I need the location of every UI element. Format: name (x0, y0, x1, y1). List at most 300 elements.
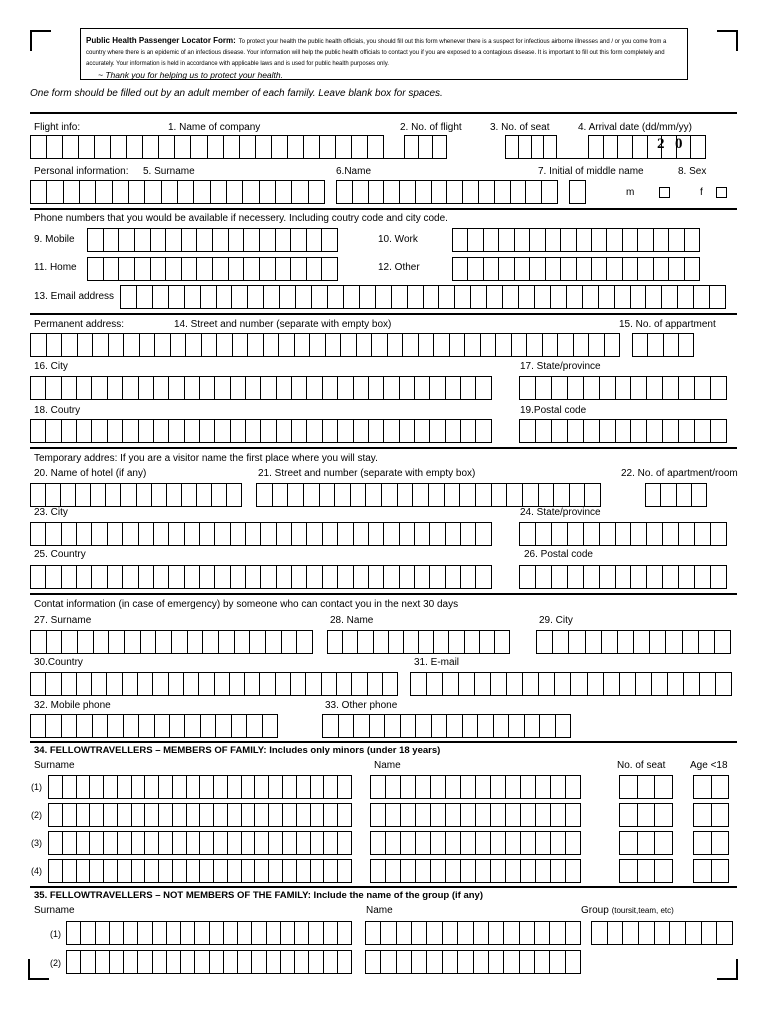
char-cell[interactable] (647, 523, 663, 545)
char-cell[interactable] (711, 523, 726, 545)
char-cell[interactable] (566, 832, 580, 854)
char-cell[interactable] (468, 229, 483, 251)
char-cell[interactable] (535, 951, 550, 973)
char-cell[interactable] (702, 922, 718, 944)
char-cell[interactable] (269, 860, 283, 882)
char-cell[interactable] (269, 776, 283, 798)
char-cell[interactable] (506, 136, 519, 158)
char-cell[interactable] (434, 631, 449, 653)
group-surname-field[interactable] (66, 921, 352, 945)
char-cell[interactable] (138, 922, 152, 944)
char-cell[interactable] (276, 181, 292, 203)
char-cell[interactable] (232, 286, 248, 308)
char-cell[interactable] (520, 951, 535, 973)
char-cell[interactable] (159, 136, 175, 158)
char-cell[interactable] (61, 484, 76, 506)
char-cell[interactable] (491, 776, 506, 798)
char-cell[interactable] (297, 804, 311, 826)
char-cell[interactable] (62, 631, 78, 653)
char-cell[interactable] (63, 832, 77, 854)
char-cell[interactable] (551, 776, 566, 798)
char-cell[interactable] (551, 860, 566, 882)
char-cell[interactable] (169, 377, 184, 399)
perm-street-field[interactable] (30, 333, 620, 357)
char-cell[interactable] (211, 181, 227, 203)
char-cell[interactable] (405, 136, 419, 158)
char-cell[interactable] (217, 286, 233, 308)
char-cell[interactable] (552, 523, 568, 545)
char-cell[interactable] (585, 484, 600, 506)
group-field[interactable] (591, 921, 733, 945)
char-cell[interactable] (200, 832, 214, 854)
char-cell[interactable] (694, 776, 712, 798)
char-cell[interactable] (577, 258, 592, 280)
char-cell[interactable] (118, 804, 132, 826)
char-cell[interactable] (215, 673, 230, 695)
char-cell[interactable] (584, 566, 600, 588)
char-cell[interactable] (446, 523, 461, 545)
char-cell[interactable] (49, 860, 63, 882)
char-cell[interactable] (520, 523, 536, 545)
hotel-field[interactable] (30, 483, 242, 507)
char-cell[interactable] (592, 229, 607, 251)
char-cell[interactable] (145, 804, 159, 826)
char-cell[interactable] (187, 860, 201, 882)
char-cell[interactable] (309, 951, 323, 973)
char-cell[interactable] (537, 631, 553, 653)
char-cell[interactable] (536, 832, 551, 854)
char-cell[interactable] (461, 776, 476, 798)
char-cell[interactable] (646, 484, 661, 506)
char-cell[interactable] (111, 136, 127, 158)
char-cell[interactable] (31, 715, 46, 737)
char-cell[interactable] (113, 181, 129, 203)
char-cell[interactable] (291, 258, 307, 280)
char-cell[interactable] (427, 673, 443, 695)
char-cell[interactable] (92, 566, 107, 588)
char-cell[interactable] (326, 334, 342, 356)
char-cell[interactable] (446, 377, 461, 399)
char-cell[interactable] (79, 136, 95, 158)
char-cell[interactable] (413, 484, 429, 506)
char-cell[interactable] (261, 420, 276, 442)
char-cell[interactable] (461, 832, 476, 854)
middle-initial-field[interactable] (569, 180, 586, 204)
char-cell[interactable] (214, 860, 228, 882)
home-field[interactable] (87, 257, 338, 281)
char-cell[interactable] (491, 860, 506, 882)
char-cell[interactable] (685, 258, 699, 280)
char-cell[interactable] (484, 229, 499, 251)
char-cell[interactable] (669, 229, 684, 251)
char-cell[interactable] (354, 523, 369, 545)
char-cell[interactable] (404, 631, 419, 653)
char-cell[interactable] (292, 377, 307, 399)
char-cell[interactable] (145, 832, 159, 854)
char-cell[interactable] (307, 523, 322, 545)
char-cell[interactable] (695, 377, 711, 399)
char-cell[interactable] (631, 523, 647, 545)
char-cell[interactable] (200, 420, 215, 442)
char-cell[interactable] (408, 286, 424, 308)
char-cell[interactable] (623, 258, 638, 280)
char-cell[interactable] (283, 804, 297, 826)
char-cell[interactable] (90, 776, 104, 798)
char-cell[interactable] (96, 922, 110, 944)
char-cell[interactable] (604, 136, 619, 158)
char-cell[interactable] (571, 673, 587, 695)
char-cell[interactable] (307, 377, 322, 399)
char-cell[interactable] (386, 776, 401, 798)
char-cell[interactable] (81, 951, 95, 973)
char-cell[interactable] (46, 566, 61, 588)
char-cell[interactable] (465, 334, 481, 356)
char-cell[interactable] (96, 951, 110, 973)
char-cell[interactable] (453, 229, 468, 251)
char-cell[interactable] (400, 181, 416, 203)
group-surname-field[interactable] (66, 950, 352, 974)
char-cell[interactable] (172, 631, 188, 653)
char-cell[interactable] (311, 776, 325, 798)
name-field[interactable] (336, 180, 558, 204)
char-cell[interactable] (94, 631, 110, 653)
char-cell[interactable] (584, 523, 600, 545)
char-cell[interactable] (123, 566, 138, 588)
char-cell[interactable] (496, 334, 512, 356)
char-cell[interactable] (694, 860, 712, 882)
char-cell[interactable] (341, 334, 357, 356)
char-cell[interactable] (369, 181, 385, 203)
char-cell[interactable] (46, 523, 61, 545)
char-cell[interactable] (80, 181, 96, 203)
char-cell[interactable] (282, 631, 298, 653)
char-cell[interactable] (432, 181, 448, 203)
char-cell[interactable] (269, 804, 283, 826)
char-cell[interactable] (568, 523, 584, 545)
char-cell[interactable] (416, 804, 431, 826)
family-age-field[interactable] (693, 859, 729, 883)
char-cell[interactable] (118, 832, 132, 854)
char-cell[interactable] (92, 420, 107, 442)
char-cell[interactable] (401, 860, 416, 882)
char-cell[interactable] (173, 776, 187, 798)
char-cell[interactable] (260, 673, 275, 695)
char-cell[interactable] (650, 631, 666, 653)
char-cell[interactable] (631, 420, 647, 442)
char-cell[interactable] (104, 229, 120, 251)
char-cell[interactable] (304, 136, 320, 158)
char-cell[interactable] (215, 420, 230, 442)
char-cell[interactable] (88, 229, 104, 251)
char-cell[interactable] (566, 860, 580, 882)
char-cell[interactable] (31, 377, 46, 399)
char-cell[interactable] (169, 566, 184, 588)
char-cell[interactable] (487, 286, 503, 308)
char-cell[interactable] (228, 776, 242, 798)
char-cell[interactable] (654, 229, 669, 251)
char-cell[interactable] (93, 715, 108, 737)
char-cell[interactable] (600, 420, 616, 442)
char-cell[interactable] (551, 286, 567, 308)
char-cell[interactable] (536, 523, 552, 545)
char-cell[interactable] (386, 832, 401, 854)
char-cell[interactable] (62, 566, 77, 588)
char-cell[interactable] (568, 566, 584, 588)
char-cell[interactable] (479, 181, 495, 203)
family-seat-field[interactable] (619, 775, 673, 799)
char-cell[interactable] (520, 377, 536, 399)
char-cell[interactable] (615, 286, 631, 308)
char-cell[interactable] (244, 258, 260, 280)
char-cell[interactable] (124, 334, 140, 356)
char-cell[interactable] (461, 860, 476, 882)
char-cell[interactable] (187, 832, 201, 854)
char-cell[interactable] (553, 631, 569, 653)
char-cell[interactable] (267, 922, 281, 944)
family-surname-field[interactable] (48, 859, 352, 883)
perm-state-field[interactable] (519, 376, 727, 400)
char-cell[interactable] (384, 566, 399, 588)
char-cell[interactable] (199, 673, 214, 695)
char-cell[interactable] (76, 484, 91, 506)
char-cell[interactable] (354, 377, 369, 399)
char-cell[interactable] (288, 484, 304, 506)
char-cell[interactable] (461, 523, 476, 545)
char-cell[interactable] (173, 860, 187, 882)
char-cell[interactable] (104, 804, 118, 826)
char-cell[interactable] (711, 566, 726, 588)
char-cell[interactable] (155, 334, 171, 356)
char-cell[interactable] (561, 229, 576, 251)
char-cell[interactable] (307, 566, 322, 588)
char-cell[interactable] (255, 804, 269, 826)
char-cell[interactable] (156, 631, 172, 653)
char-cell[interactable] (535, 286, 551, 308)
char-cell[interactable] (586, 631, 602, 653)
char-cell[interactable] (167, 951, 181, 973)
char-cell[interactable] (185, 286, 201, 308)
char-cell[interactable] (154, 523, 169, 545)
char-cell[interactable] (592, 258, 607, 280)
sex-m-checkbox[interactable] (659, 187, 670, 198)
char-cell[interactable] (536, 377, 552, 399)
char-cell[interactable] (46, 377, 61, 399)
char-cell[interactable] (602, 631, 618, 653)
char-cell[interactable] (90, 832, 104, 854)
char-cell[interactable] (187, 776, 201, 798)
char-cell[interactable] (539, 673, 555, 695)
char-cell[interactable] (354, 566, 369, 588)
char-cell[interactable] (652, 673, 668, 695)
char-cell[interactable] (248, 286, 264, 308)
char-cell[interactable] (620, 832, 638, 854)
char-cell[interactable] (104, 258, 120, 280)
char-cell[interactable] (121, 484, 136, 506)
char-cell[interactable] (200, 860, 214, 882)
char-cell[interactable] (419, 334, 435, 356)
char-cell[interactable] (717, 922, 732, 944)
char-cell[interactable] (31, 523, 46, 545)
char-cell[interactable] (283, 860, 297, 882)
char-cell[interactable] (339, 715, 355, 737)
char-cell[interactable] (427, 922, 442, 944)
char-cell[interactable] (125, 631, 141, 653)
char-cell[interactable] (224, 922, 238, 944)
char-cell[interactable] (139, 377, 154, 399)
char-cell[interactable] (352, 673, 367, 695)
char-cell[interactable] (430, 377, 445, 399)
perm-country-field[interactable] (30, 419, 492, 443)
char-cell[interactable] (46, 715, 61, 737)
char-cell[interactable] (647, 377, 663, 399)
char-cell[interactable] (570, 484, 586, 506)
char-cell[interactable] (235, 631, 251, 653)
char-cell[interactable] (233, 334, 249, 356)
char-cell[interactable] (337, 673, 352, 695)
char-cell[interactable] (261, 377, 276, 399)
char-cell[interactable] (458, 922, 473, 944)
char-cell[interactable] (224, 951, 238, 973)
char-cell[interactable] (507, 673, 523, 695)
char-cell[interactable] (215, 523, 230, 545)
char-cell[interactable] (670, 922, 686, 944)
char-cell[interactable] (351, 484, 367, 506)
char-cell[interactable] (536, 804, 551, 826)
char-cell[interactable] (446, 832, 461, 854)
char-cell[interactable] (175, 136, 191, 158)
char-cell[interactable] (385, 715, 401, 737)
char-cell[interactable] (132, 776, 146, 798)
char-cell[interactable] (229, 258, 245, 280)
char-cell[interactable] (633, 334, 648, 356)
char-cell[interactable] (324, 804, 338, 826)
char-cell[interactable] (245, 673, 260, 695)
char-cell[interactable] (324, 776, 338, 798)
char-cell[interactable] (229, 229, 245, 251)
family-surname-field[interactable] (48, 775, 352, 799)
char-cell[interactable] (620, 860, 638, 882)
char-cell[interactable] (397, 951, 412, 973)
char-cell[interactable] (416, 715, 432, 737)
char-cell[interactable] (499, 258, 514, 280)
char-cell[interactable] (401, 832, 416, 854)
char-cell[interactable] (283, 776, 297, 798)
char-cell[interactable] (369, 566, 384, 588)
char-cell[interactable] (666, 631, 682, 653)
temp-country-field[interactable] (30, 565, 492, 589)
char-cell[interactable] (530, 258, 545, 280)
char-cell[interactable] (623, 229, 638, 251)
char-cell[interactable] (200, 523, 215, 545)
char-cell[interactable] (381, 951, 396, 973)
char-cell[interactable] (446, 804, 461, 826)
char-cell[interactable] (638, 832, 656, 854)
char-cell[interactable] (96, 181, 112, 203)
char-cell[interactable] (636, 673, 652, 695)
char-cell[interactable] (525, 715, 541, 737)
char-cell[interactable] (678, 286, 694, 308)
char-cell[interactable] (264, 286, 280, 308)
char-cell[interactable] (154, 566, 169, 588)
char-cell[interactable] (63, 804, 77, 826)
group-name-field[interactable] (365, 921, 581, 945)
char-cell[interactable] (527, 334, 543, 356)
char-cell[interactable] (140, 334, 156, 356)
char-cell[interactable] (47, 136, 63, 158)
char-cell[interactable] (252, 951, 266, 973)
char-cell[interactable] (400, 566, 415, 588)
char-cell[interactable] (184, 673, 199, 695)
char-cell[interactable] (185, 523, 200, 545)
contact-name-field[interactable] (327, 630, 510, 654)
char-cell[interactable] (338, 951, 351, 973)
char-cell[interactable] (338, 377, 353, 399)
char-cell[interactable] (661, 484, 676, 506)
char-cell[interactable] (476, 804, 491, 826)
char-cell[interactable] (543, 334, 559, 356)
char-cell[interactable] (143, 136, 159, 158)
char-cell[interactable] (526, 181, 542, 203)
char-cell[interactable] (711, 420, 726, 442)
char-cell[interactable] (694, 804, 712, 826)
char-cell[interactable] (46, 673, 61, 695)
char-cell[interactable] (354, 715, 370, 737)
char-cell[interactable] (216, 715, 231, 737)
char-cell[interactable] (64, 181, 80, 203)
char-cell[interactable] (123, 420, 138, 442)
char-cell[interactable] (419, 136, 433, 158)
char-cell[interactable] (400, 377, 415, 399)
char-cell[interactable] (185, 715, 200, 737)
char-cell[interactable] (383, 673, 397, 695)
char-cell[interactable] (683, 631, 699, 653)
char-cell[interactable] (519, 286, 535, 308)
char-cell[interactable] (243, 181, 259, 203)
char-cell[interactable] (169, 286, 185, 308)
char-cell[interactable] (338, 922, 351, 944)
char-cell[interactable] (242, 832, 256, 854)
char-cell[interactable] (372, 334, 388, 356)
char-cell[interactable] (257, 484, 273, 506)
char-cell[interactable] (129, 181, 145, 203)
char-cell[interactable] (77, 776, 91, 798)
char-cell[interactable] (446, 860, 461, 882)
char-cell[interactable] (484, 258, 499, 280)
char-cell[interactable] (178, 181, 194, 203)
char-cell[interactable] (509, 715, 525, 737)
char-cell[interactable] (324, 832, 338, 854)
char-cell[interactable] (335, 484, 351, 506)
char-cell[interactable] (439, 286, 455, 308)
char-cell[interactable] (476, 377, 490, 399)
char-cell[interactable] (536, 860, 551, 882)
char-cell[interactable] (638, 258, 653, 280)
char-cell[interactable] (607, 229, 622, 251)
char-cell[interactable] (530, 229, 545, 251)
char-cell[interactable] (281, 951, 295, 973)
char-cell[interactable] (558, 334, 574, 356)
char-cell[interactable] (173, 832, 187, 854)
char-cell[interactable] (443, 673, 459, 695)
char-cell[interactable] (238, 922, 252, 944)
char-cell[interactable] (250, 631, 266, 653)
char-cell[interactable] (443, 922, 458, 944)
char-cell[interactable] (255, 832, 269, 854)
char-cell[interactable] (323, 715, 339, 737)
char-cell[interactable] (552, 420, 568, 442)
char-cell[interactable] (415, 377, 430, 399)
char-cell[interactable] (427, 951, 442, 973)
